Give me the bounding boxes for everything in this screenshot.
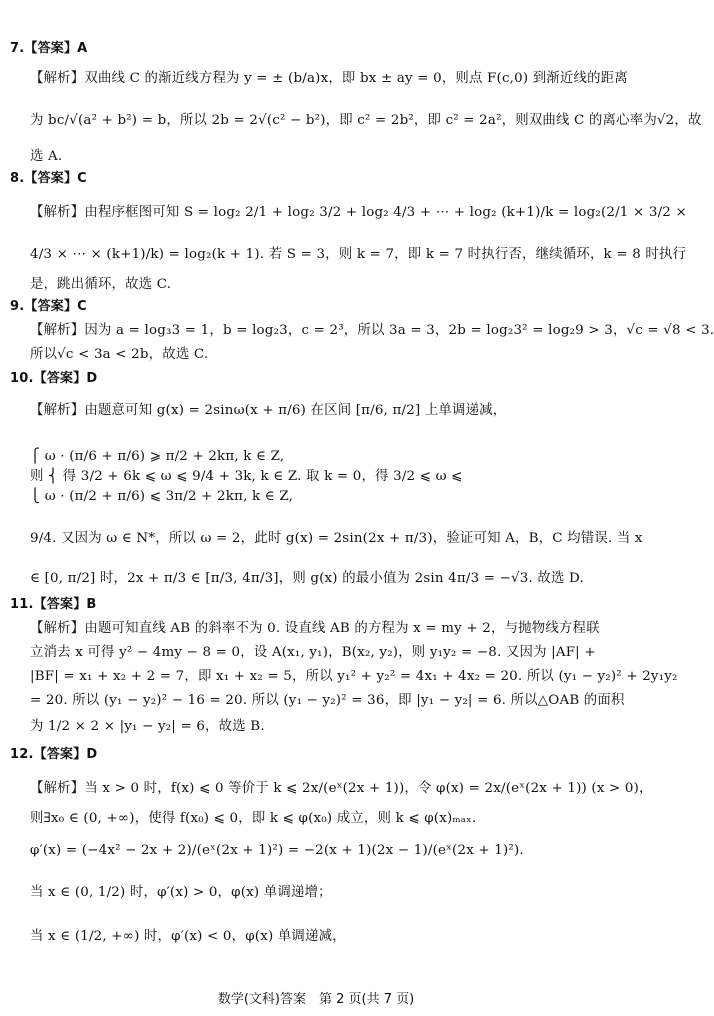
solution-line: φ′(x) = (−4x² − 2x + 2)/(eˣ(2x + 1)²) = −2(x + 1)(2x − 1)/(eˣ(2x + 1)²).: [30, 843, 524, 858]
solution-line: 是，跳出循环，故选 C.: [30, 277, 172, 292]
solution-line: 为 bc/√(a² + b²) = b，所以 2b = 2√(c² − b²)，即 c² = 2b²，即 c² = 2a²，则双曲线 C 的离心率为√2，故: [30, 113, 702, 128]
solution-line: = 20. 所以 (y₁ − y₂)² − 16 = 20. 所以 (y₁ − y₂)² = 36，即 |y₁ − y₂| = 6. 所以△OAB 的面积: [30, 693, 625, 708]
solution-line: 9/4. 又因为 ω ∈ N*，所以 ω = 2，此时 g(x) = 2sin(2x + π/3)，验证可知 A，B，C 均错误. 当 x: [30, 531, 643, 546]
solution-line: ⎧ ω · (π/6 + π/6) ⩾ π/2 + 2kπ, k ∈ Z,: [30, 449, 285, 464]
solution-line: 【解析】因为 a = log₃3 = 1，b = log₂3，c = 2³，所以 3a = 3，2b = log₂3² = log₂9 > 3，√c = √8 < 3.: [30, 323, 714, 338]
question-answer-heading: 10.【答案】D: [10, 371, 98, 386]
solution-line: 为 1/2 × 2 × |y₁ − y₂| = 6，故选 B.: [30, 719, 265, 734]
question-answer-heading: 12.【答案】D: [10, 747, 98, 762]
page-footer: 数学(文科)答案 第 2 页(共 7 页): [217, 992, 415, 1007]
question-answer-heading: 11.【答案】B: [10, 597, 97, 612]
solution-line: 【解析】由题可知直线 AB 的斜率不为 0. 设直线 AB 的方程为 x = my + 2，与抛物线方程联: [30, 621, 600, 636]
question-answer-heading: 7.【答案】A: [10, 41, 88, 56]
solution-line: 【解析】由程序框图可知 S = log₂ 2/1 + log₂ 3/2 + log₂ 4/3 + ⋯ + log₂ (k+1)/k = log₂(2/1 × 3/2 ×: [30, 205, 687, 220]
solution-line: 立消去 x 可得 y² − 4my − 8 = 0，设 A(x₁, y₁)，B(x₂, y₂)，则 y₁y₂ = −8. 又因为 |AF| +: [30, 645, 596, 660]
solution-line: 则∃x₀ ∈ (0, +∞)，使得 f(x₀) ⩽ 0，即 k ⩽ φ(x₀) 成立，则 k ⩽ φ(x)ₘₐₓ.: [30, 811, 477, 826]
solution-line: 当 x ∈ (0, 1/2) 时，φ′(x) > 0，φ(x) 单调递增；: [30, 885, 332, 900]
solution-line: 【解析】双曲线 C 的渐近线方程为 y = ± (b/a)x，即 bx ± ay = 0，则点 F(c,0) 到渐近线的距离: [30, 71, 628, 86]
solution-line: ∈ [0, π/2] 时，2x + π/3 ∈ [π/3, 4π/3]，则 g(x) 的最小值为 2sin 4π/3 = −√3. 故选 D.: [30, 571, 584, 586]
solution-line: 【解析】由题意可知 g(x) = 2sinω(x + π/6) 在区间 [π/6, π/2] 上单调递减，: [30, 403, 507, 418]
question-answer-heading: 9.【答案】C: [10, 299, 87, 314]
solution-line: 则 ⎨ 得 3/2 + 6k ⩽ ω ⩽ 9/4 + 3k, k ∈ Z. 取 k = 0，得 3/2 ⩽ ω ⩽: [30, 469, 463, 484]
solution-line: 【解析】当 x > 0 时，f(x) ⩽ 0 等价于 k ⩽ 2x/(eˣ(2x + 1))，令 φ(x) = 2x/(eˣ(2x + 1)) (x > 0)，: [30, 781, 653, 796]
solution-line: 所以√c < 3a < 2b，故选 C.: [30, 347, 209, 362]
solution-line: 当 x ∈ (1/2, +∞) 时，φ′(x) < 0，φ(x) 单调递减，: [30, 929, 346, 944]
solution-line: ⎩ ω · (π/2 + π/6) ⩽ 3π/2 + 2kπ, k ∈ Z,: [30, 489, 294, 504]
solution-line: 选 A.: [30, 149, 63, 164]
solution-line: |BF| = x₁ + x₂ + 2 = 7，即 x₁ + x₂ = 5，所以 y₁² + y₂² = 4x₁ + 4x₂ = 20. 所以 (y₁ − y₂)² + 2y₁y₂: [30, 669, 678, 684]
question-answer-heading: 8.【答案】C: [10, 171, 87, 186]
solution-line: 4/3 × ⋯ × (k+1)/k) = log₂(k + 1). 若 S = 3，则 k = 7，即 k = 7 时执行否，继续循环，k = 8 时执行: [30, 247, 687, 262]
